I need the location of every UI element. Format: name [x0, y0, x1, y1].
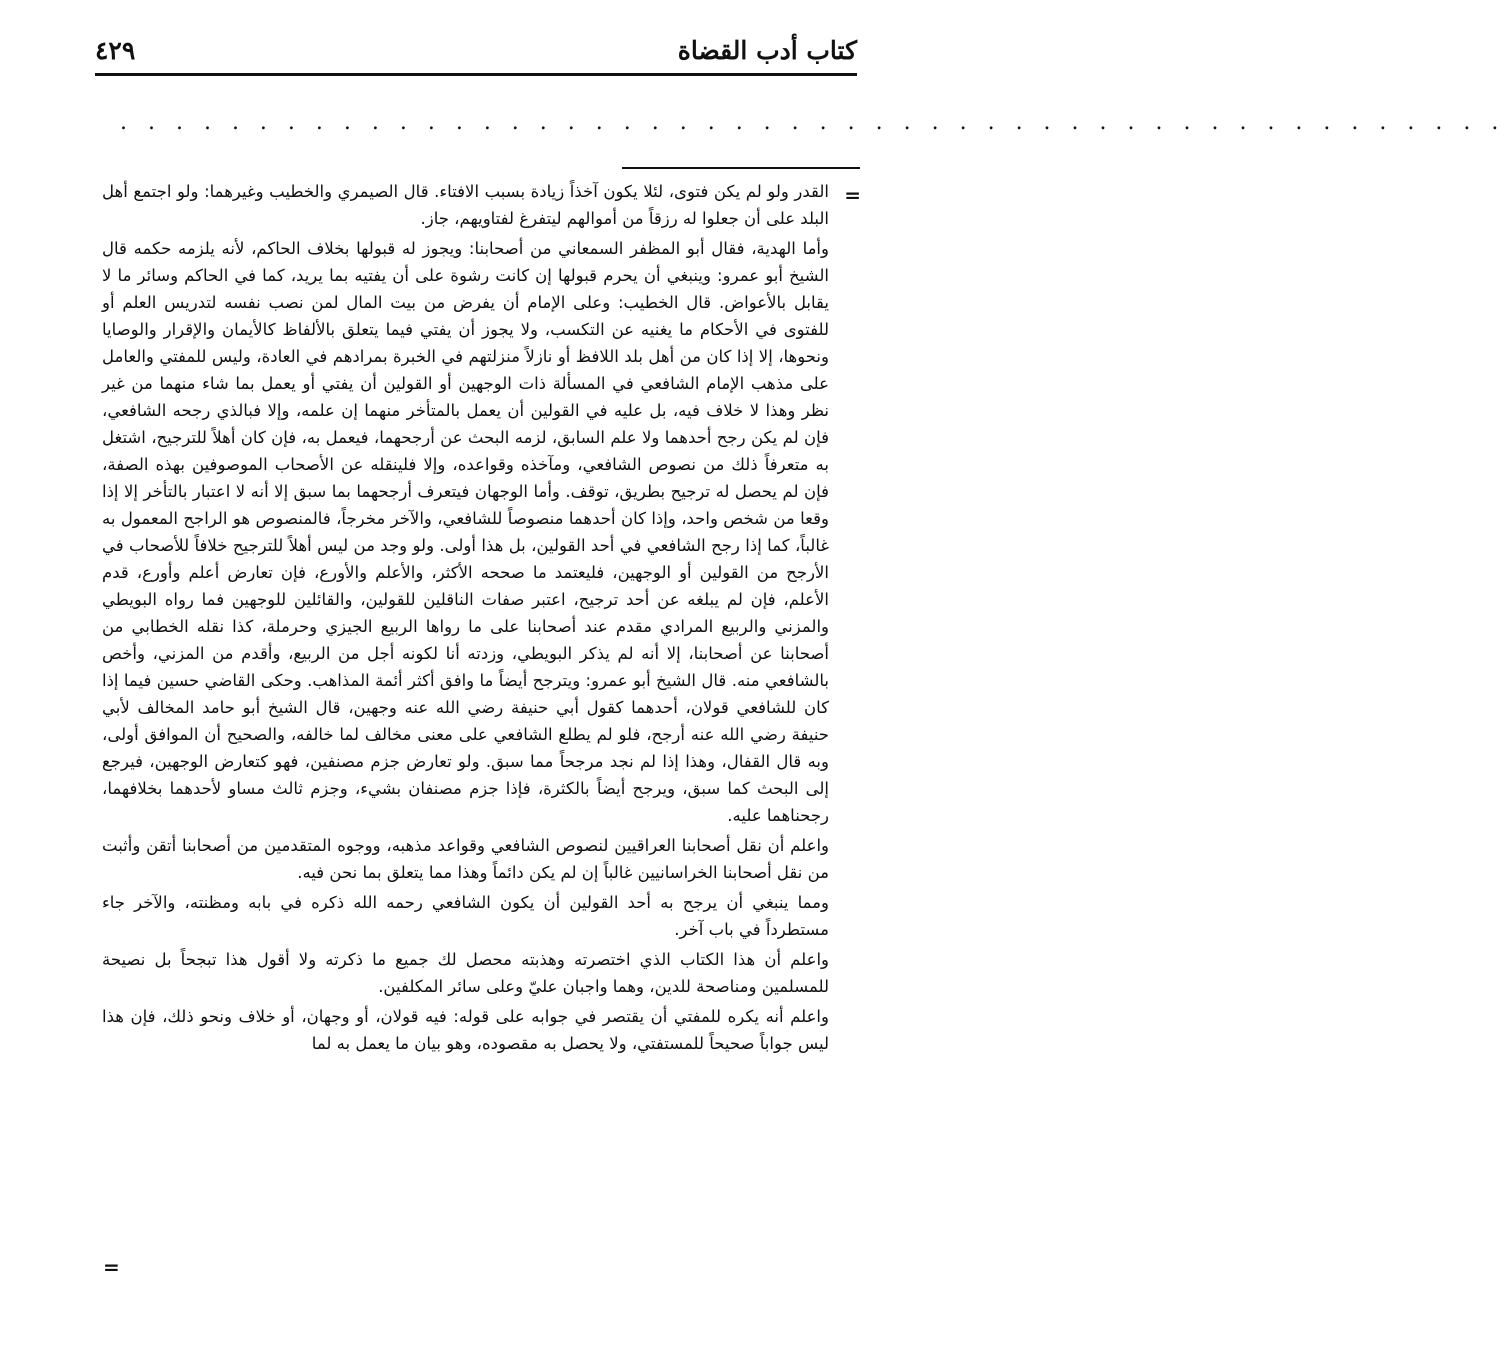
paragraph: ومما ينبغي أن يرجح به أحد القولين أن يكون الشافعي رحمه الله ذكره في بابه ومظنته، والآخر جاء مستطرداً في باب آخر.: [102, 893, 829, 939]
page-header: [95, 30, 857, 74]
paragraph: واعلم أن نقل أصحابنا العراقيين لنصوص الشافعي وقواعد مذهبه، ووجوه المتقدمين من أصحابنا أتقن وأثبت من نقل أصحابنا الخراسانيين غالباً إن لم يكن دائماً وهذا مما يتعلق بما نحن فيه.: [102, 836, 829, 882]
page-number: ٤٢٩: [95, 36, 136, 65]
footnote-rule: [622, 167, 860, 169]
footnote-text: [102, 178, 829, 1060]
dotted-separator: . . . . . . . . . . . . . . . . . . . . . . . . . . . . . . . . . . . . . . . . . . . . . . . . . .: [120, 110, 1505, 135]
paragraph: واعلم أن هذا الكتاب الذي اختصرته وهذبته محصل لك جميع ما ذكرته ولا أقول هذا تبجحاً بل نصيحة للمسلمين ومناصحة للدين، وهما واجبان عليّ وعلى سائر المكلفين.: [102, 950, 829, 996]
continuation-mark: =: [103, 1255, 120, 1279]
paragraph: القدر ولو لم يكن فتوى، لئلا يكون آخذاً زيادة بسبب الافتاء. قال الصيمري والخطيب وغيرهما: ولو اجتمع أهل البلد على أن جعلوا له رزقاً من أموالهم ليتفرغ لفتاويهم، جاز.: [102, 182, 829, 228]
header-rule: [95, 73, 857, 76]
book-title: كتاب أدب القضاة: [677, 36, 857, 65]
paragraph: وأما الهدية، فقال أبو المظفر السمعاني من أصحابنا: ويجوز له قبولها بخلاف الحاكم، لأنه يلزمه حكمه قال الشيخ أبو عمرو: وينبغي أن يحرم قبولها إن كانت رشوة على أن يفتيه بما يريد، كما في الحاكم وسائر ما لا يقابل بالأعواض. قال الخطيب: وعلى الإمام أن يفرض من بيت المال لمن نصب نفسه لتدريس العلم أو للفتوى في الأحكام ما يغنيه عن التكسب، ولا يجوز أن يفتي فيما يتعلق بالألفاظ كالأيمان والإقرار والوصايا ونحوها، إلا إذا كان من أهل بلد اللافظ أو نازلاً منزلتهم في الخبرة بمرادهم في العادة، وليس للمفتي والعامل على مذهب الإمام الشافعي في المسألة ذات الوجهين أو القولين أن يفتي أو يعمل بما شاء منهما من غير نظر وهذا لا خلاف فيه، بل عليه في القولين أن يعمل بالمتأخر منهما إن علمه، وإلا فبالذي رجحه الشافعي، فإن لم يكن رجح أحدهما ولا علم السابق، لزمه البحث عن أرجحهما، فيعمل به، فإن كان أهلاً للترجيح، اشتغل به متعرفاً ذلك من نصوص الشافعي، ومآخذه وقواعده، وإلا فلينقله عن الأصحاب الموصوفين بهذه الصفة، فإن لم يحصل له ترجيح بطريق، توقف. وأما الوجهان فيتعرف أرجحهما بما سبق إلا أنه لا اعتبار بالتأخر إلا إذا وقعا من شخص واحد، وإذا كان أحدهما منصوصاً للشافعي، والآخر مخرجاً، فالمنصوص هو الراجح المعمول به غالباً، كما إذا رجح الشافعي في أحد القولين، بل هذا أولى. ولو وجد من ليس أهلاً للترجيح خلافاً للأصحاب في الأرجح من القولين أو الوجهين، فليعتمد ما صححه الأكثر، والأعلم والأورع، فإن تعارض أعلم وأورع، قدم الأعلم، فإن لم يبلغه عن أحد ترجيح، اعتبر صفات الناقلين للقولين، والقائلين للوجهين فما رواه البويطي والمزني والربيع المرادي مقدم عند أصحابنا على ما رواها الربيع الجيزي وحرملة، كذا نقله الخطابي من أصحابنا عن أصحابنا، إلا أنه لم يذكر البويطي، وزدته أنا لكونه أجل من الربيع، وأقدم من المزني، وأخص بالشافعي منه. قال الشيخ أبو عمرو: ويترجح أيضاً ما وافق أكثر أئمة المذاهب. وحكى القاضي حسين فيما إذا كان للشافعي قولان، أحدهما كقول أبي حنيفة رضي الله عنه وجهين، قال الشيخ أبو حامد المخالف لأبي حنيفة رضي الله عنه أرجح، فلو لم يطلع الشافعي على معنى مخالف لما خالفه، والصحيح أن الموافق أولى، وبه قال القفال، وهذا إذا لم نجد مرجحاً مما سبق. ولو تعارض جزم مصنفين، فهو كتعارض الوجهين، فيرجع إلى البحث كما سبق، ويرجح أيضاً بالكثرة، فإذا جزم مصنفان بشيء، وجزم ثالث مساو لأحدهما بخلافهما، رجحناهما عليه.: [102, 239, 829, 825]
paragraph: واعلم أنه يكره للمفتي أن يقتصر في جوابه على قوله: فيه قولان، أو وجهان، أو خلاف ونحو ذلك، فإن هذا ليس جواباً صحيحاً للمستفتي، ولا يحصل به مقصوده، وهو بيان ما يعمل به لما: [102, 1007, 829, 1053]
continued-mark: =: [844, 183, 861, 207]
